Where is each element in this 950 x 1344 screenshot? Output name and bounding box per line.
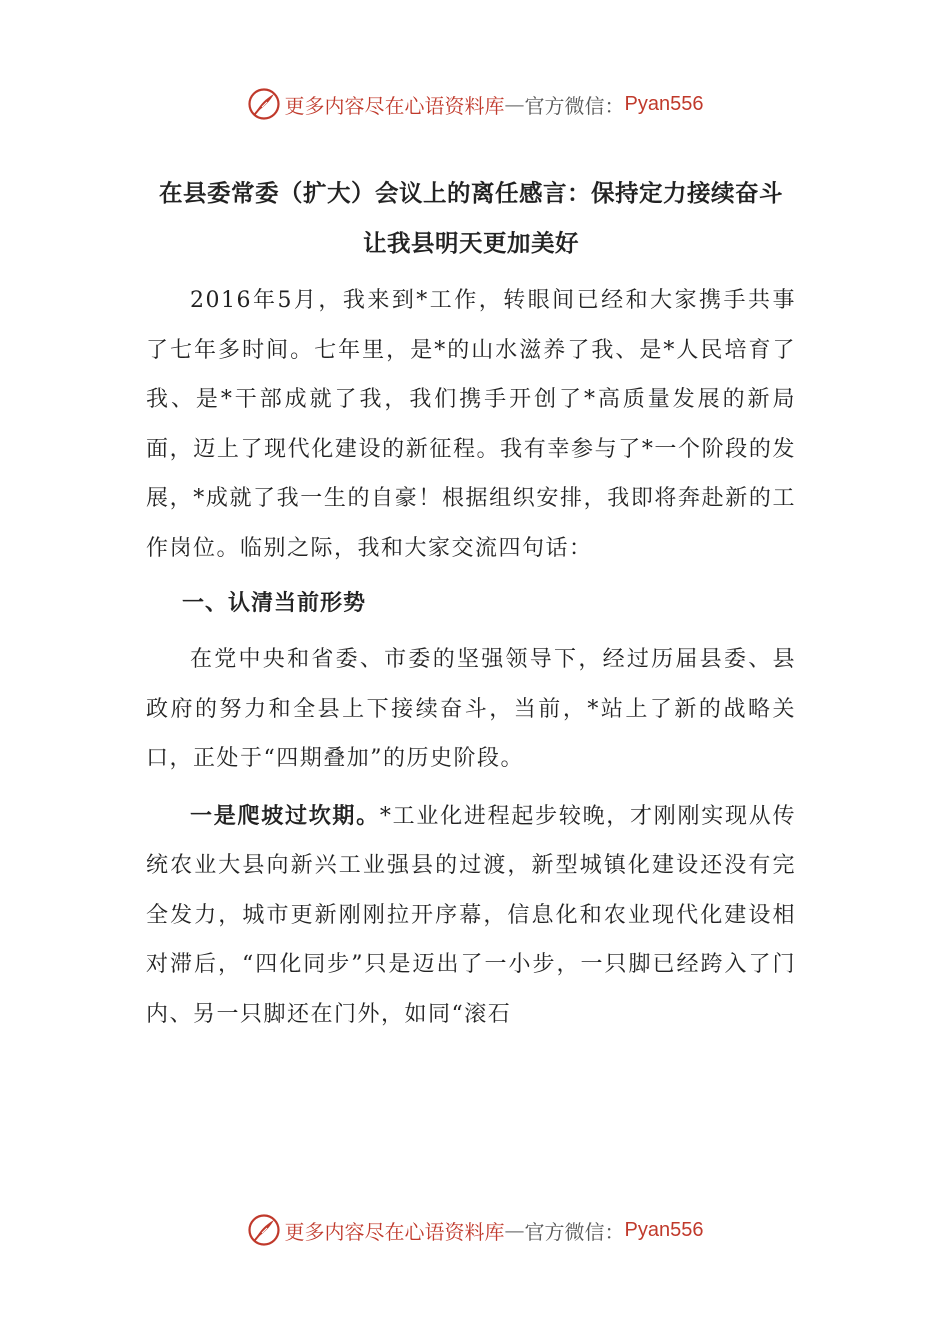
banner-dash: — — [504, 92, 525, 116]
banner-wechat-label: 官方微信： — [524, 93, 625, 118]
banner-main-text: 更多内容尽在心语资料库 — [284, 1219, 505, 1244]
banner-wechat-id: Pyan556 — [624, 1218, 704, 1241]
paragraph-situation: 在党中央和省委、市委的坚强领导下，经过历届县委、县政府的努力和全县上下接续奋斗，当前，*站上了新的战略关口，正处于“四期叠加”的历史阶段。 — [146, 647, 796, 771]
quill-pen-logo-icon — [247, 87, 281, 121]
paragraph-body-text: *工业化进程起步较晚，才刚刚实现从传统农业大县向新兴工业强县的过渡，新型城镇化建设还没有完全发力，城市更新刚刚拉开序幕，信息化和农业现代化建设相对滞后，“四化同步”只是迈出了一小步，一只脚已经跨入了门内、另一只脚还在门外，如同“滚石 — [146, 803, 796, 1027]
header-banner — [0, 84, 950, 124]
document-body — [146, 168, 796, 1039]
paragraph-intro: 2016年5月，我来到*工作，转眼间已经和大家携手共事了七年多时间。七年里，是*的山水滋养了我、是*人民培育了我、是*干部成就了我，我们携手开创了*高质量发展的新局面，迈上了现代化建设的新征程。我有幸参与了*一个阶段的发展，*成就了我一生的自豪！根据组织安排，我即将奔赴新的工作岗位。临别之际，我和大家交流四句话： — [146, 288, 796, 561]
paragraph-lead-phrase: 一是爬坡过坎期。 — [190, 803, 380, 829]
banner-dash: — — [504, 1218, 525, 1242]
section-heading-1: 一、认清当前形势 — [182, 591, 367, 616]
banner-main-text: 更多内容尽在心语资料库 — [284, 93, 505, 118]
paragraph-climbing-period — [146, 792, 796, 1040]
document-title: 在县委常委（扩大）会议上的离任感言：保持定力接续奋斗 让我县明天更加美好 — [159, 179, 783, 257]
banner-wechat-label: 官方微信： — [524, 1219, 625, 1244]
quill-pen-logo-icon — [247, 1213, 281, 1247]
footer-banner — [0, 1210, 950, 1250]
banner-wechat-id: Pyan556 — [624, 92, 704, 115]
